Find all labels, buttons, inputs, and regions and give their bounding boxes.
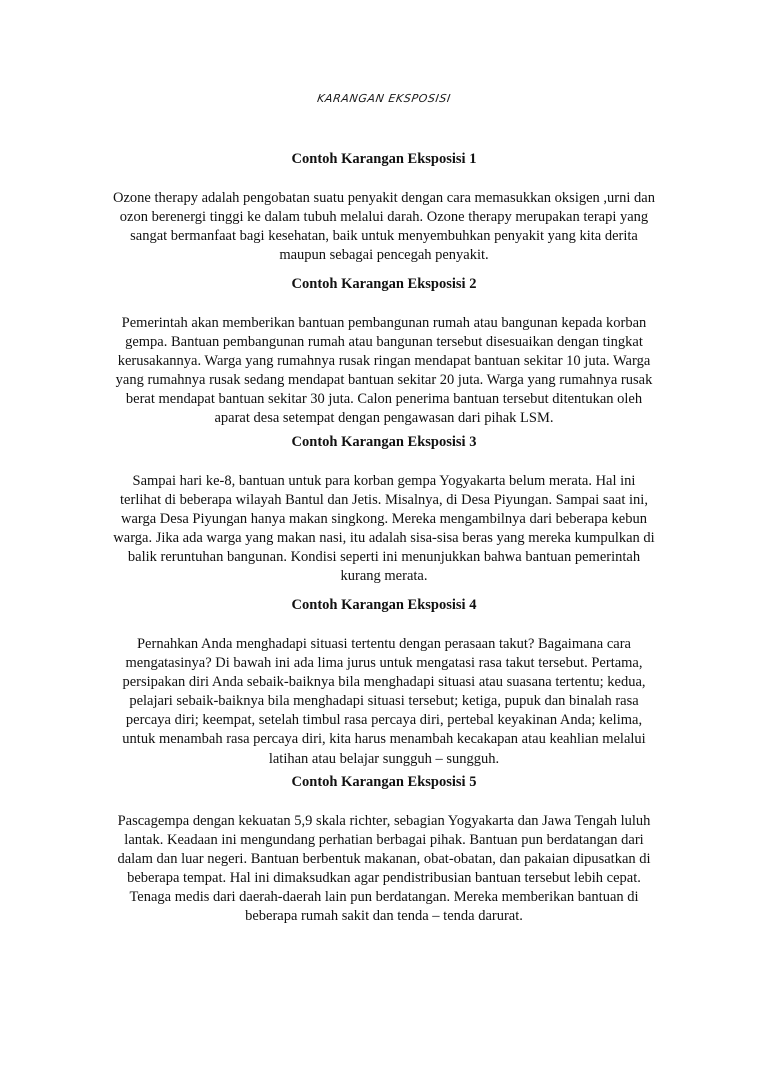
section-heading: Contoh Karangan Eksposisi 3: [291, 434, 477, 450]
section-body: Pascagempa dengan kekuatan 5,9 skala richter, sebagian Yogyakarta dan Jawa Tengah luluh lantak. Keadaan ini mengundang perhatian berbagai pihak. Bantuan pun berdatangan dari dalam dan luar negeri. Bantuan berbentuk makanan, obat-obatan, dan pakaian dipusatkan di beberapa tempat. Hal ini dimaksudkan agar pendistribusian bantuan tersebut lebih cepat. Tenaga medis dari daerah-daerah lain pun berdatangan. Mereka memberikan bantuan di beberapa rumah sakit dan tenda – tenda darurat.: [117, 813, 651, 925]
section-4: [92, 596, 676, 769]
section-5: [92, 773, 676, 927]
section-body: Sampai hari ke-8, bantuan untuk para korban gempa Yogyakarta belum merata. Hal ini terlihat di beberapa wilayah Bantul dan Jetis. Misalnya, di Desa Piyungan. Sampai saat ini, warga Desa Piyungan hanya makan singkong. Mereka mengambilnya dari beberapa kebun warga. Jika ada warga yang makan nasi, itu adalah sisa-sisa beras yang mereka kumpulkan di balik reruntuhan bangunan. Kondisi seperti ini menunjukkan bahwa bantuan pemerintah kurang merata.: [113, 473, 655, 585]
section-body: Pemerintah akan memberikan bantuan pembangunan rumah atau bangunan kepada korban gempa. Bantuan pembangunan rumah atau bangunan tersebut disesuaikan dengan tingkat kerusakannya. Warga yang rumahnya rusak ringan mendapat bantuan sekitar 10 juta. Warga yang rumahnya rusak sedang mendapat bantuan sekitar 20 juta. Warga yang rumahnya rusak berat mendapat bantuan sekitar 30 juta. Calon penerima bantuan tersebut ditentukan oleh aparat desa setempat dengan pengawasan dari pihak LSM.: [115, 315, 653, 427]
section-3: [92, 433, 676, 587]
section-1: [92, 150, 676, 265]
section-heading: Contoh Karangan Eksposisi 2: [291, 276, 477, 292]
section-body: Pernahkan Anda menghadapi situasi tertentu dengan perasaan takut? Bagaimana cara mengatasinya? Di bawah ini ada lima jurus untuk mengatasi rasa takut tersebut. Pertama, persipakan diri Anda sebaik-baiknya bila menghadapi situasi atau suasana tertentu; kedua, pelajari sebaik-baiknya bila menghadapi situasi tersebut; ketiga, pupuk dan binalah rasa percaya diri; keempat, setelah timbul rasa percaya diri, pertebal keyakinan Anda; kelima, untuk menambah rasa percaya diri, kita harus menambah kecakapan atau keahlian melalui latihan atau belajar sungguh – sungguh.: [122, 636, 646, 767]
document-title: KARANGAN EKSPOSISI: [316, 92, 452, 105]
section-heading: Contoh Karangan Eksposisi 4: [291, 597, 477, 613]
section-body: Ozone therapy adalah pengobatan suatu penyakit dengan cara memasukkan oksigen ,urni dan ozon berenergi tinggi ke dalam tubuh melalui darah. Ozone therapy merupakan terapi yang sangat bermanfaat bagi kesehatan, baik untuk menyembuhkan penyakit yang kita derita maupun sebagai pencegah penyakit.: [113, 190, 655, 264]
section-2: [92, 275, 676, 429]
section-heading: Contoh Karangan Eksposisi 5: [291, 774, 477, 790]
section-heading: Contoh Karangan Eksposisi 1: [291, 151, 477, 167]
